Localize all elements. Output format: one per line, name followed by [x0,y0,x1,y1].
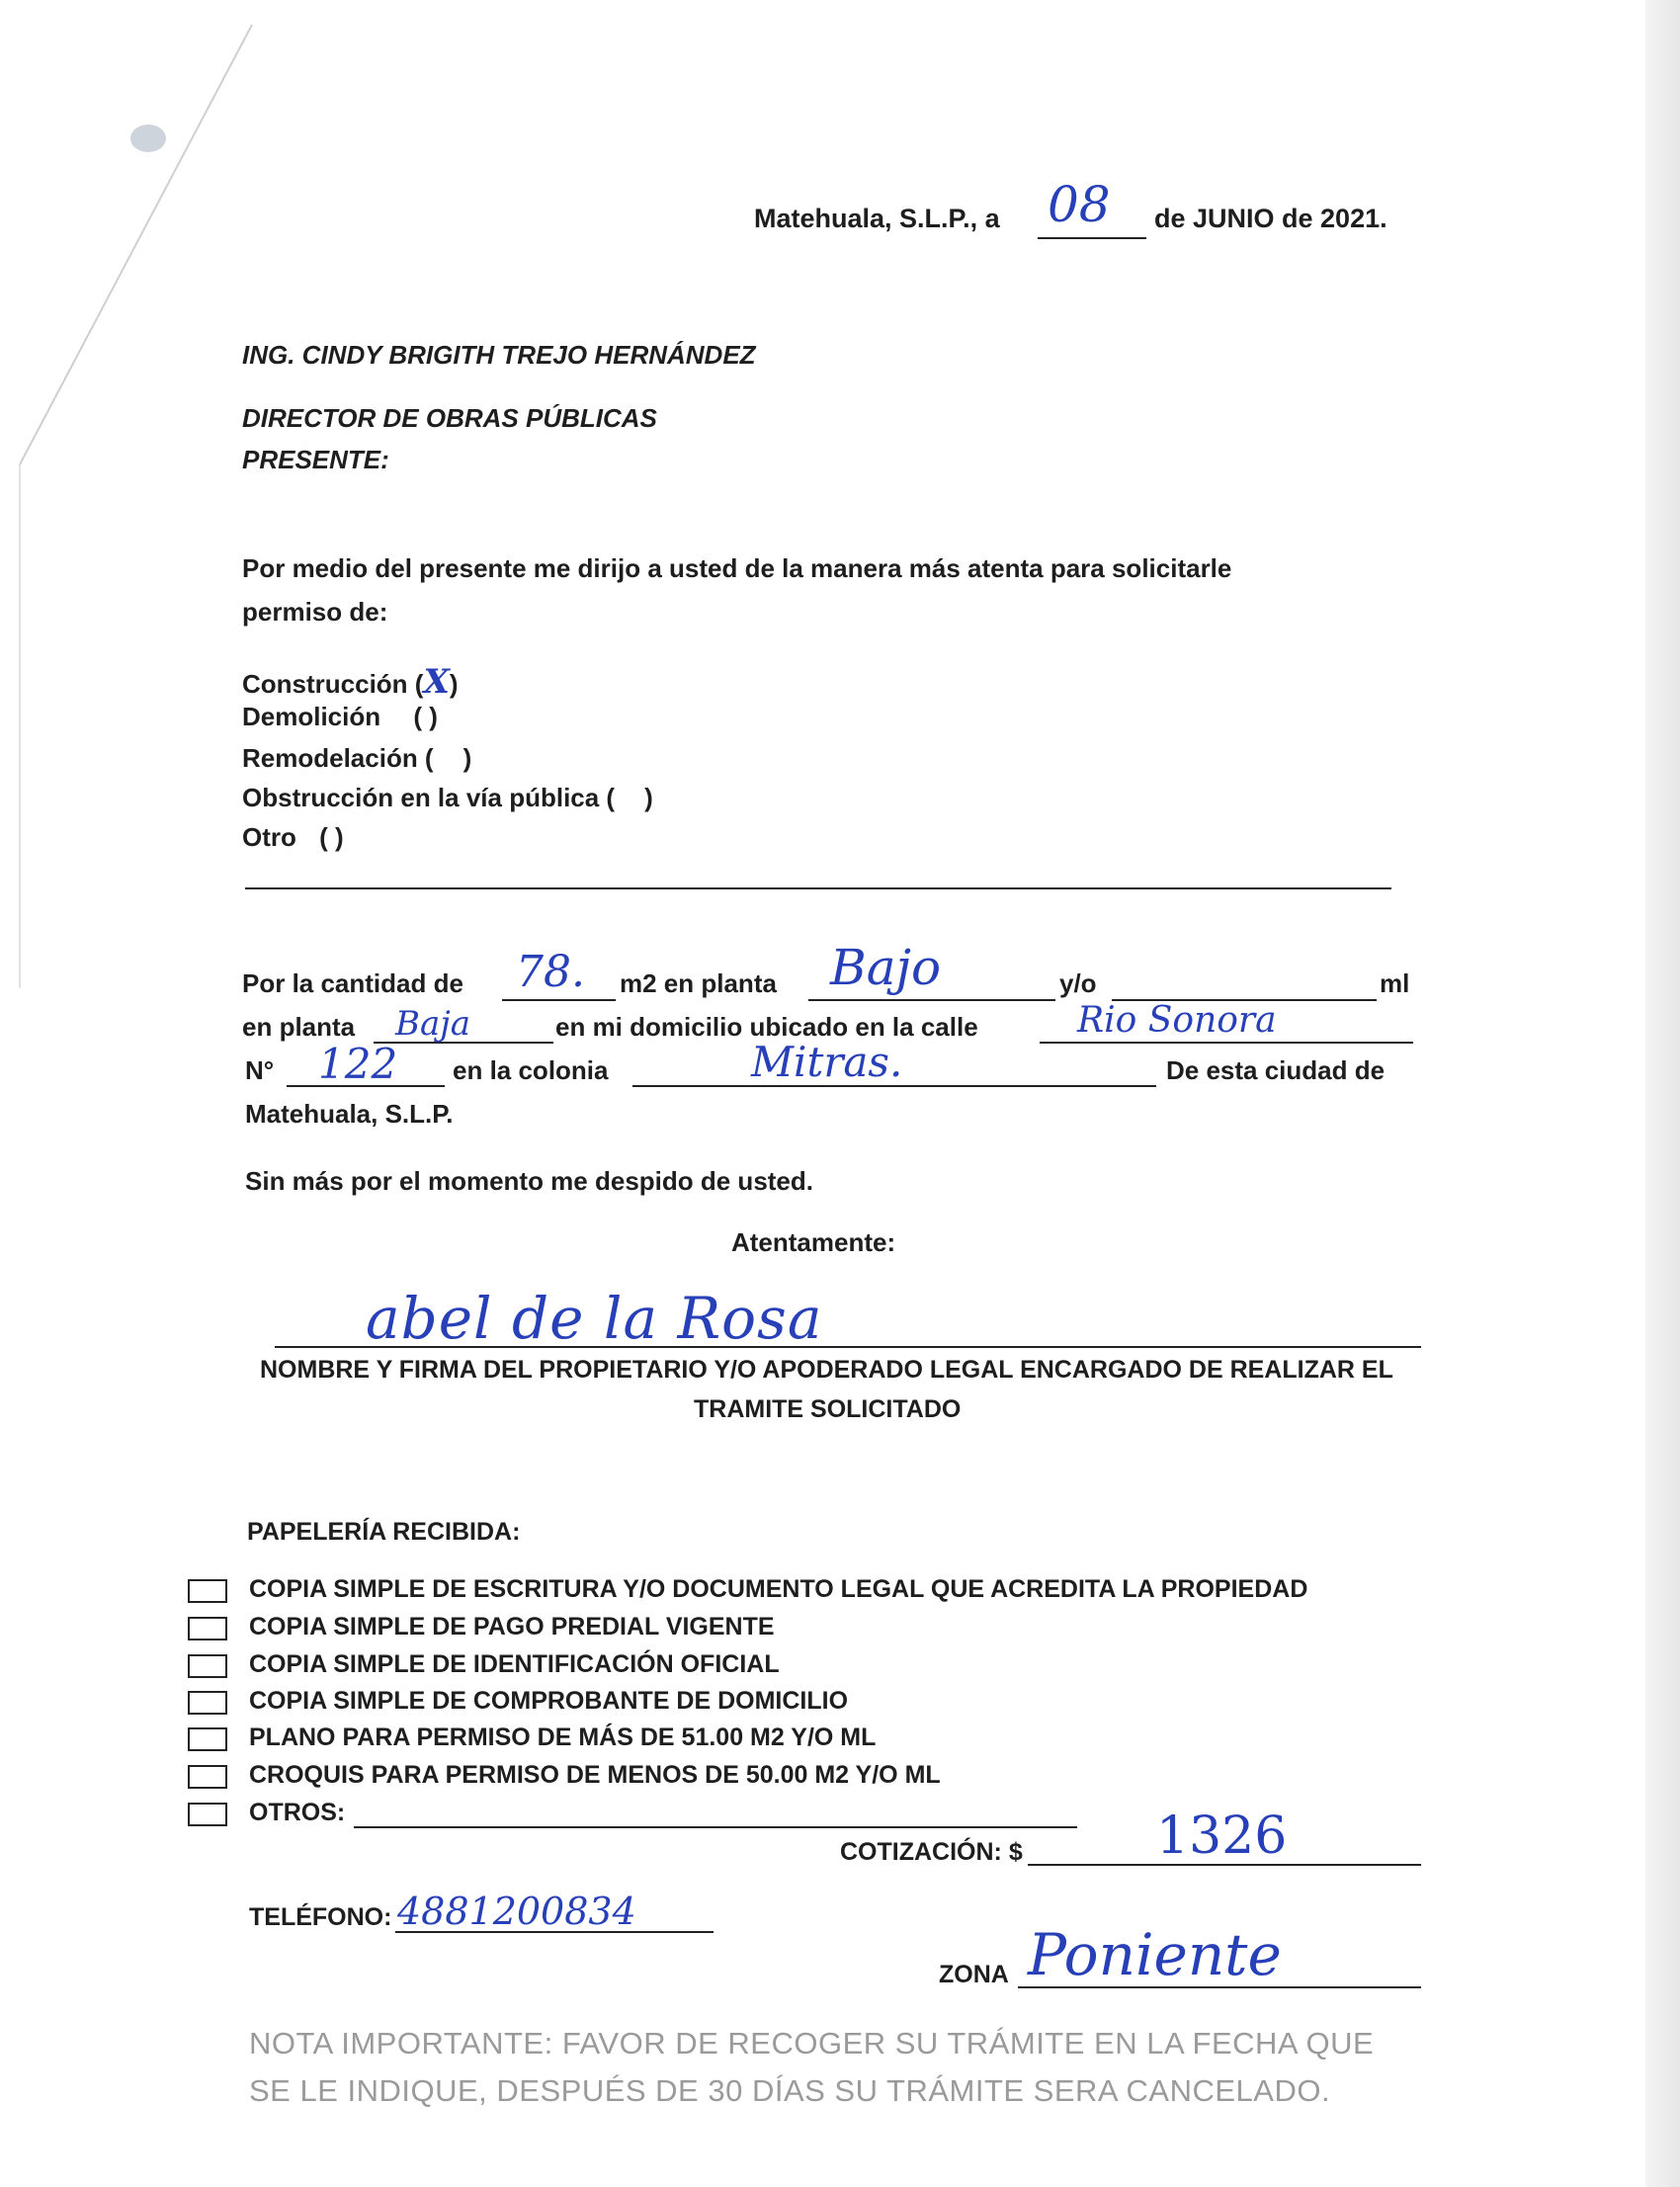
nota-line-1 [249,2026,1374,2061]
qty-numero: 122 [318,1040,398,1088]
papeleria-item-domicilio: COPIA SIMPLE DE COMPROBANTE DE DOMICILIO [249,1687,849,1715]
qty-amount: 78. [516,947,585,997]
papeleria-item-identificacion: COPIA SIMPLE DE IDENTIFICACIÓN OFICIAL [249,1650,780,1678]
permit-construccion-label: Construcción ( [242,669,424,699]
qty-label-d: ml [1380,968,1410,998]
telefono-value: 4881200834 [397,1890,636,1933]
intro-line-2: permiso de: [242,597,388,627]
papeleria-item-escritura: COPIA SIMPLE DE ESCRITURA Y/O DOCUMENTO LEGAL QUE ACREDITA LA PROPIEDAD [249,1575,1308,1603]
checkbox-domicilio[interactable] [188,1691,227,1715]
checkbox-predial[interactable] [188,1617,227,1640]
checkbox-identificacion[interactable] [188,1654,227,1678]
atentamente: Atentamente: [731,1227,896,1257]
permit-obstruccion-label: Obstrucción en la vía pública ( [242,783,616,812]
date-suffix: de JUNIO de 2021. [1154,204,1387,233]
date-prefix: Matehuala, S.L.P., a [754,204,1000,233]
qty-planta-line [808,999,1055,1001]
qty-label-a: Por la cantidad de [242,968,463,998]
telefono-label: TELÉFONO: [249,1903,392,1931]
recipient-presente: PRESENTE: [242,445,389,474]
checkbox-otros[interactable] [188,1803,227,1826]
intro-line-1: Por medio del presente me dirijo a usted de la manera más atenta para solicitarle [242,553,1232,583]
papeleria-item-plano: PLANO PARA PERMISO DE MÁS DE 51.00 M2 Y/O ML [249,1724,877,1751]
permit-construccion-mark: X [423,662,450,702]
otros-blank-line [354,1826,1077,1828]
otro-blank-line [245,887,1391,889]
recipient-title: DIRECTOR DE OBRAS PÚBLICAS [242,403,657,433]
cotizacion-label: COTIZACIÓN: $ [840,1838,1023,1866]
qty-label-calle: en mi domicilio ubicado en la calle [555,1012,978,1042]
nota-lead: NOTA IMPORTANTE: [249,2026,553,2061]
scan-edge-shadow [1645,0,1680,2187]
qty-planta2: Baja [395,1004,471,1044]
signature-caption-2: TRAMITE SOLICITADO [694,1395,962,1423]
signature-line [275,1346,1421,1348]
qty-label-ciudad: De esta ciudad de [1166,1055,1386,1085]
checkbox-plano[interactable] [188,1727,227,1751]
permit-demolicion-label: Demolición [242,702,381,731]
qty-label-colonia: en la colonia [453,1055,609,1085]
qty-label-planta2: en planta [242,1012,356,1042]
closing-line: Sin más por el momento me despido de usted. [245,1166,813,1196]
qty-calle: Rio Sonora [1077,1000,1277,1041]
qty-planta: Bajo [830,939,942,996]
papeleria-item-croquis: CROQUIS PARA PERMISO DE MENOS DE 50.00 M2 Y/O ML [249,1761,941,1789]
papeleria-item-predial: COPIA SIMPLE DE PAGO PREDIAL VIGENTE [249,1613,775,1640]
date-day: 08 [1048,176,1111,233]
permit-obstruccion-close: ) [644,783,653,812]
cotizacion-value: 1326 [1156,1807,1288,1866]
papeleria-item-otros: OTROS: [249,1799,346,1826]
permit-otro [242,822,344,853]
qty-city: Matehuala, S.L.P. [245,1099,454,1129]
permit-remodelacion-close: ) [462,743,472,773]
recipient-name: ING. CINDY BRIGITH TREJO HERNÁNDEZ [242,340,756,370]
permit-obstruccion [242,783,653,813]
nota-text-1: FAVOR DE RECOGER SU TRÁMITE EN LA FECHA QUE [561,2026,1375,2061]
signature: abel de la Rosa [366,1285,823,1352]
date-day-line [1038,237,1146,239]
permit-otro-mark: ( ) [319,822,344,852]
nota-line-2: SE LE INDIQUE, DESPUÉS DE 30 DÍAS SU TRÁMITE SERA CANCELADO. [249,2073,1331,2108]
qty-label-b: m2 en planta [620,968,777,998]
paper-fold-edge [0,0,257,988]
permit-demolicion [242,702,438,732]
qty-calle-line [1040,1042,1413,1044]
zona-label: ZONA [939,1961,1009,1988]
papeleria-title: PAPELERÍA RECIBIDA: [247,1518,521,1546]
permit-remodelacion [242,743,471,774]
permit-construccion [242,662,459,702]
qty-colonia: Mitras. [751,1038,903,1086]
checkbox-croquis[interactable] [188,1765,227,1789]
permit-demolicion-mark: ( ) [413,702,438,731]
permit-otro-label: Otro [242,822,296,852]
checkbox-escritura[interactable] [188,1579,227,1603]
qty-label-numero: N° [245,1055,275,1085]
signature-caption-1: NOMBRE Y FIRMA DEL PROPIETARIO Y/O APODERADO LEGAL ENCARGADO DE REALIZAR EL [260,1356,1393,1384]
permit-remodelacion-label: Remodelación ( [242,743,434,773]
qty-label-c: y/o [1059,968,1097,998]
qty-amount-line [502,999,616,1001]
permit-construccion-close: ) [449,669,459,699]
zona-value: Poniente [1028,1921,1282,1988]
